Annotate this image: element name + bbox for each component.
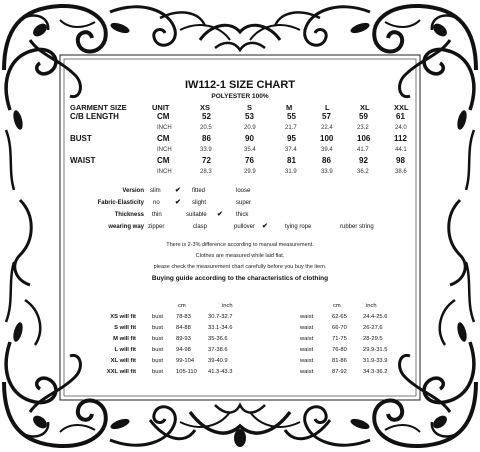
- check-icon: ✔: [217, 211, 223, 218]
- guide-size: L will fit: [114, 347, 136, 353]
- guide-waist-inch: 26-27.6: [363, 325, 383, 331]
- cell: 59: [359, 112, 368, 121]
- guide-waist-label: waist: [300, 314, 314, 320]
- guide-unit-cm: cm: [333, 303, 341, 309]
- guide-bust-inch: 37-38.6: [208, 347, 228, 353]
- guide-bust-cm: 78-83: [176, 314, 191, 320]
- cell: 44.1: [395, 147, 407, 153]
- cell: 106: [357, 134, 371, 143]
- guide-bust-label: bust: [152, 325, 163, 331]
- guide-size: XS will fit: [110, 314, 136, 320]
- guide-bust-cm: 105-110: [176, 369, 197, 375]
- guide-unit-inch: inch: [366, 303, 377, 309]
- note-laid-flat: Clothes are measured while laid flat.: [195, 253, 285, 259]
- option: fitted: [192, 188, 206, 194]
- guide-waist-cm: 76-80: [332, 347, 347, 353]
- guide-waist-label: waist: [300, 369, 314, 375]
- guide-waist-cm: 62-65: [332, 314, 347, 320]
- guide-waist-cm: 87-92: [332, 369, 347, 375]
- option: slight: [192, 200, 207, 206]
- header-xs: XS: [200, 103, 211, 112]
- option: clasp: [193, 224, 208, 230]
- unit-inch: INCH: [157, 147, 172, 153]
- cell: 29.9: [244, 169, 256, 175]
- unit-inch: INCH: [157, 125, 172, 131]
- cell: 20.9: [244, 125, 256, 131]
- note-difference: There is 2-3% difference according to manual measurement.: [166, 242, 314, 248]
- label-thickness: Thickness: [114, 212, 144, 218]
- option: suitable: [186, 212, 207, 218]
- label-wearing-way: wearing way: [108, 224, 144, 230]
- guide-bust-cm: 89-93: [176, 336, 191, 342]
- cell: 39.4: [321, 147, 333, 153]
- guide-waist-label: waist: [300, 325, 314, 331]
- note-check-chart: please check the measurement chart carefully before you buy the item.: [153, 264, 327, 270]
- option: loose: [236, 188, 251, 194]
- option: super: [236, 200, 252, 206]
- cell: 86: [202, 134, 211, 143]
- option: pullover: [234, 224, 256, 230]
- guide-bust-inch: 35-36.6: [208, 336, 228, 342]
- cell: 37.4: [285, 147, 297, 153]
- guide-waist-cm: 81-86: [332, 358, 347, 364]
- guide-unit-inch: inch: [222, 303, 233, 309]
- cell: 38.6: [395, 169, 407, 175]
- header-l: L: [325, 103, 330, 112]
- guide-size: XL will fit: [110, 358, 136, 364]
- guide-waist-inch: 24.4-25.6: [363, 314, 388, 320]
- cell: 57: [322, 112, 331, 121]
- cell: 22.4: [321, 125, 333, 131]
- guide-bust-label: bust: [152, 347, 163, 353]
- guide-bust-label: bust: [152, 369, 163, 375]
- option: tying rope: [285, 224, 312, 230]
- unit-inch: INCH: [157, 169, 172, 175]
- option: no: [153, 200, 160, 206]
- guide-bust-inch: 33.1-34.6: [208, 325, 233, 331]
- cell: 31.9: [285, 169, 297, 175]
- cell: 36.2: [357, 169, 369, 175]
- option: zipper: [148, 224, 165, 230]
- option: slim: [150, 188, 161, 194]
- cell: 61: [396, 112, 405, 121]
- guide-bust-cm: 94-98: [176, 347, 191, 353]
- cell: 33.9: [200, 147, 212, 153]
- header-s: S: [247, 103, 253, 112]
- cell: 33.9: [321, 169, 333, 175]
- guide-waist-label: waist: [300, 336, 314, 342]
- header-xxl: XXL: [394, 103, 409, 112]
- guide-waist-inch: 34.3-36.2: [363, 369, 388, 375]
- header-unit: UNIT: [152, 103, 170, 112]
- guide-title: Buying guide according to the characteristics of clothing: [151, 275, 329, 282]
- cell: 92: [359, 156, 368, 165]
- cell: 112: [394, 134, 407, 143]
- cell: 76: [245, 156, 254, 165]
- guide-waist-label: waist: [300, 347, 314, 353]
- guide-bust-label: bust: [152, 336, 163, 342]
- unit-cm: CM: [157, 112, 170, 121]
- guide-bust-inch: 30.7-32.7: [208, 314, 233, 320]
- guide-waist-inch: 31.9-33.9: [363, 358, 388, 364]
- option: rubber string: [340, 224, 374, 230]
- material-label: POLYESTER 100%: [211, 93, 269, 100]
- option: thick: [236, 212, 249, 218]
- cell: 72: [202, 156, 211, 165]
- guide-unit-cm: cm: [178, 303, 186, 309]
- guide-waist-label: waist: [300, 358, 314, 364]
- label-version: Version: [122, 188, 144, 194]
- unit-cm: CM: [157, 134, 170, 143]
- row-label-waist: WAIST: [70, 156, 96, 165]
- chart-title: IW112-1 SIZE CHART: [184, 79, 296, 91]
- cell: 28.3: [200, 169, 212, 175]
- cell: 95: [287, 134, 296, 143]
- guide-size: S will fit: [114, 325, 136, 331]
- cell: 55: [287, 112, 296, 121]
- guide-bust-label: bust: [152, 314, 163, 320]
- guide-bust-cm: 99-104: [176, 358, 195, 364]
- cell: 100: [320, 134, 334, 143]
- cell: 24.0: [395, 125, 407, 131]
- guide-waist-inch: 28-29.5: [363, 336, 383, 342]
- cell: 20.5: [200, 125, 212, 131]
- header-garment-size: GARMENT SIZE: [70, 103, 127, 112]
- guide-waist-cm: 66-70: [332, 325, 347, 331]
- option: thin: [152, 212, 162, 218]
- cell: 86: [322, 156, 331, 165]
- unit-cm: CM: [157, 156, 170, 165]
- cell: 52: [202, 112, 211, 121]
- cell: 23.2: [357, 125, 369, 131]
- guide-waist-inch: 29.9-31.5: [363, 347, 388, 353]
- guide-size: M will fit: [113, 336, 136, 342]
- row-label-bust: BUST: [70, 134, 92, 143]
- cell: 41.7: [357, 147, 369, 153]
- row-label-cb-length: C/B LENGTH: [70, 112, 119, 121]
- header-m: M: [286, 103, 293, 112]
- check-icon: ✔: [175, 199, 181, 206]
- guide-bust-inch: 39-40.9: [208, 358, 228, 364]
- label-fabric-elasticity: Fabric-Elasticity: [97, 200, 144, 206]
- cell: 90: [245, 134, 254, 143]
- guide-bust-cm: 84-88: [176, 325, 191, 331]
- check-icon: ✔: [175, 187, 181, 194]
- guide-bust-inch: 41.3-43.3: [208, 369, 233, 375]
- cell: 98: [396, 156, 405, 165]
- header-xl: XL: [360, 103, 370, 112]
- guide-bust-label: bust: [152, 358, 163, 364]
- cell: 35.4: [244, 147, 256, 153]
- check-icon: ✔: [262, 223, 268, 230]
- guide-waist-cm: 71-75: [332, 336, 347, 342]
- cell: 53: [245, 112, 254, 121]
- cell: 21.7: [285, 125, 297, 131]
- cell: 81: [287, 156, 296, 165]
- guide-size: XXL will fit: [106, 369, 136, 375]
